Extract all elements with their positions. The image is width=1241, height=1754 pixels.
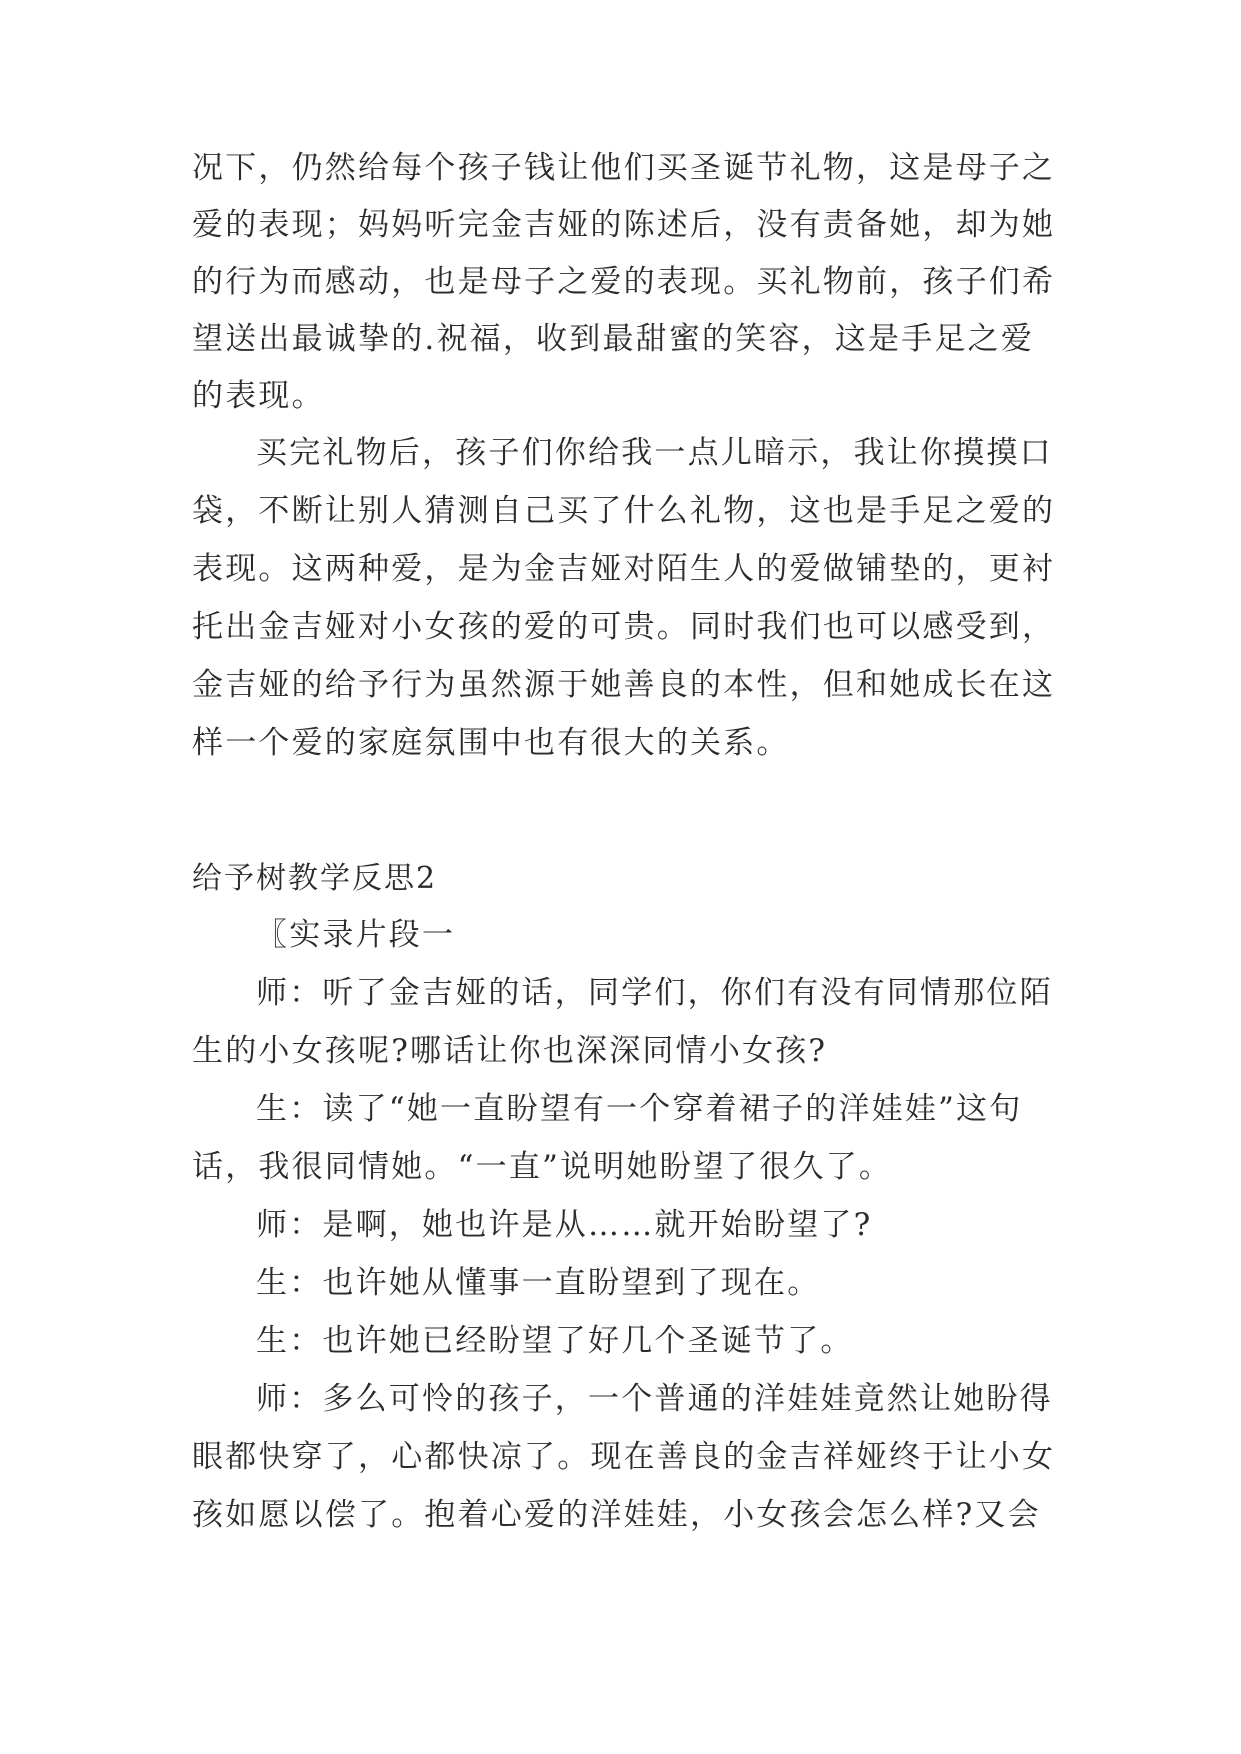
section-title: 给予树教学反思2	[192, 861, 438, 896]
dialogue-line-3: 生：读了“她一直盼望有一个穿着裙子的洋娃娃”这句	[256, 1091, 1023, 1127]
dialogue-line-4: 话，我很同情她。“一直”说明她盼望了很久了。	[192, 1149, 893, 1185]
paragraph-1-line-2: 爱的表现；妈妈听完金吉娅的陈述后，没有责备她，却为她	[192, 207, 1056, 243]
dialogue-line-5: 师：是啊，她也许是从……就开始盼望了?	[256, 1207, 873, 1243]
dialogue-line-1: 师：听了金吉娅的话，同学们，你们有没有同情那位陌	[256, 975, 1053, 1011]
dialogue-line-9: 眼都快穿了，心都快凉了。现在善良的金吉祥娅终于让小女	[192, 1439, 1056, 1475]
paragraph-2-line-3: 表现。这两种爱，是为金吉娅对陌生人的爱做铺垫的，更衬	[192, 551, 1056, 587]
dialogue-line-7: 生：也许她已经盼望了好几个圣诞节了。	[256, 1323, 854, 1359]
dialogue-line-8: 师：多么可怜的孩子，一个普通的洋娃娃竟然让她盼得	[256, 1381, 1053, 1417]
paragraph-1-line-4: 望送出最诚挚的.祝福，收到最甜蜜的笑容，这是手足之爱	[192, 321, 1035, 357]
paragraph-1-line-1: 况下，仍然给每个孩子钱让他们买圣诞节礼物，这是母子之	[192, 150, 1056, 186]
paragraph-1-line-3: 的行为而感动，也是母子之爱的表现。买礼物前，孩子们希	[192, 264, 1056, 300]
paragraph-2-line-2: 袋，不断让别人猜测自己买了什么礼物，这也是手足之爱的	[192, 493, 1056, 529]
paragraph-2-line-1: 买完礼物后，孩子们你给我一点儿暗示，我让你摸摸口	[256, 435, 1053, 471]
dialogue-line-10: 孩如愿以偿了。抱着心爱的洋娃娃，小女孩会怎么样?又会	[192, 1497, 1041, 1533]
paragraph-1-line-5: 的表现。	[192, 378, 325, 414]
paragraph-2-line-6: 样一个爱的家庭氛围中也有很大的关系。	[192, 725, 790, 761]
dialogue-line-2: 生的小女孩呢?哪话让你也深深同情小女孩?	[192, 1033, 828, 1069]
dialogue-line-6: 生：也许她从懂事一直盼望到了现在。	[256, 1265, 821, 1301]
paragraph-2-line-4: 托出金吉娅对小女孩的爱的可贵。同时我们也可以感受到，	[192, 609, 1056, 645]
paragraph-2-line-5: 金吉娅的给予行为虽然源于她善良的本性，但和她成长在这	[192, 667, 1056, 703]
record-label: 〖实录片段一	[256, 917, 456, 953]
